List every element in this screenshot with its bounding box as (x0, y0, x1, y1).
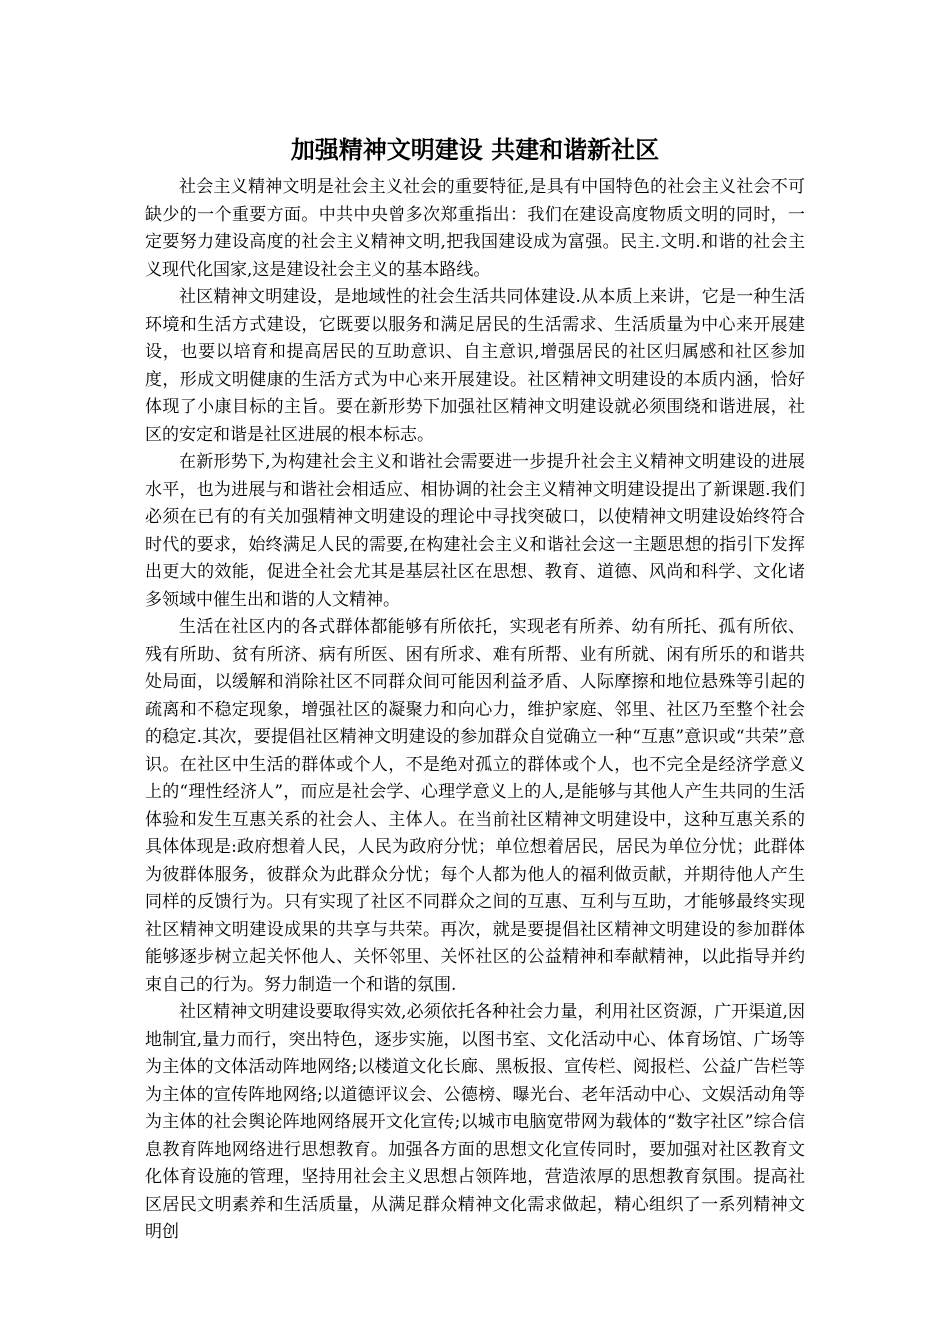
paragraph-2: 社区精神文明建设，是地域性的社会生活共同体建设.从本质上来讲，它是一种生活环境和生活方式建设，它既要以服务和满足居民的生活需求、生活质量为中心来开展建设，也要以培育和提高居民的互助意识、自主意识,增强居民的社区归属感和社区参加度，形成文明健康的生活方式为中心来开展建设。社区精神文明建设的本质内涵，恰好体现了小康目标的主旨。要在新形势下加强社区精神文明建设就必须围绕和谐进展，社区的安定和谐是社区进展的根本标志。 (145, 287, 805, 445)
document-title: 加强精神文明建设 共建和谐新社区 (290, 136, 660, 164)
paragraph-1: 社会主义精神文明是社会主义社会的重要特征,是具有中国特色的社会主义社会不可缺少的一个重要方面。中共中央曾多次郑重指出：我们在建设高度物质文明的同时，一定要努力建设高度的社会主义精神文明,把我国建设成为富强。民主.文明.和谐的社会主义现代化国家,这是建设社会主义的基本路线。 (145, 177, 805, 280)
paragraph-3: 在新形势下,为构建社会主义和谐社会需要进一步提升社会主义精神文明建设的进展水平，也为进展与和谐社会相适应、相协调的社会主义精神文明建设提出了新课题.我们必须在已有的有关加强精神文明建设的理论中寻找突破口，以使精神文明建设始终符合时代的要求，始终满足人民的需要,在构建社会主义和谐社会这一主题思想的指引下发挥出更大的效能，促进全社会尤其是基层社区在思想、教育、道德、风尚和科学、文化诸多领域中催生出和谐的人文精神。 (145, 452, 805, 610)
paragraph-5: 社区精神文明建设要取得实效,必须依托各种社会力量，利用社区资源，广开渠道,因地制宜,量力而行，突出特色，逐步实施，以图书室、文化活动中心、体育场馆、广场等为主体的文体活动阵地网络;以楼道文化长廊、黑板报、宣传栏、阅报栏、公益广告栏等为主体的宣传阵地网络;以道德评议会、公德榜、曝光台、老年活动中心、文娱活动角等为主体的社会舆论阵地网络展开文化宣传;以城市电脑宽带网为载体的“数字社区”综合信息教育阵地网络进行思想教育。加强各方面的思想文化宣传同时，要加强对社区教育文化体育设施的管理，坚持用社会主义思想占领阵地，营造浓厚的思想教育氛围。提高社区居民文明素养和生活质量，从满足群众精神文化需求做起，精心组织了一系列精神文明创 (145, 1002, 805, 1242)
document-page (145, 132, 805, 1247)
paragraph-4: 生活在社区内的各式群体都能够有所依托，实现老有所养、幼有所托、孤有所依、残有所助、贫有所济、病有所医、困有所求、难有所帮、业有所就、闲有所乐的和谐共处局面，以缓解和消除社区不同群众间可能因利益矛盾、人际摩擦和地位悬殊等引起的疏离和不稳定现象，增强社区的凝聚力和向心力，维护家庭、邻里、社区乃至整个社会的稳定.其次，要提倡社区精神文明建设的参加群众自觉确立一种“互惠”意识或“共荣”意识。在社区中生活的群体或个人，不是绝对孤立的群体或个人，也不完全是经济学意义上的“理性经济人”，而应是社会学、心理学意义上的人,是能够与其他人产生共同的生活体验和发生互惠关系的社会人、主体人。在当前社区精神文明建设中，这种互惠关系的具体体现是:政府想着人民，人民为政府分忧；单位想着居民，居民为单位分忧；此群体为彼群体服务，彼群众为此群众分忧；每个人都为他人的福利做贡献，并期待他人产生同样的反馈行为。只有实现了社区不同群众之间的互惠、互利与互助，才能够最终实现社区精神文明建设成果的共享与共荣。再次，就是要提倡社区精神文明建设的参加群体能够逐步树立起关怀他人、关怀邻里、关怀社区的公益精神和奉献精神，以此指导并约束自己的行为。努力制造一个和谐的氛围. (145, 617, 805, 995)
